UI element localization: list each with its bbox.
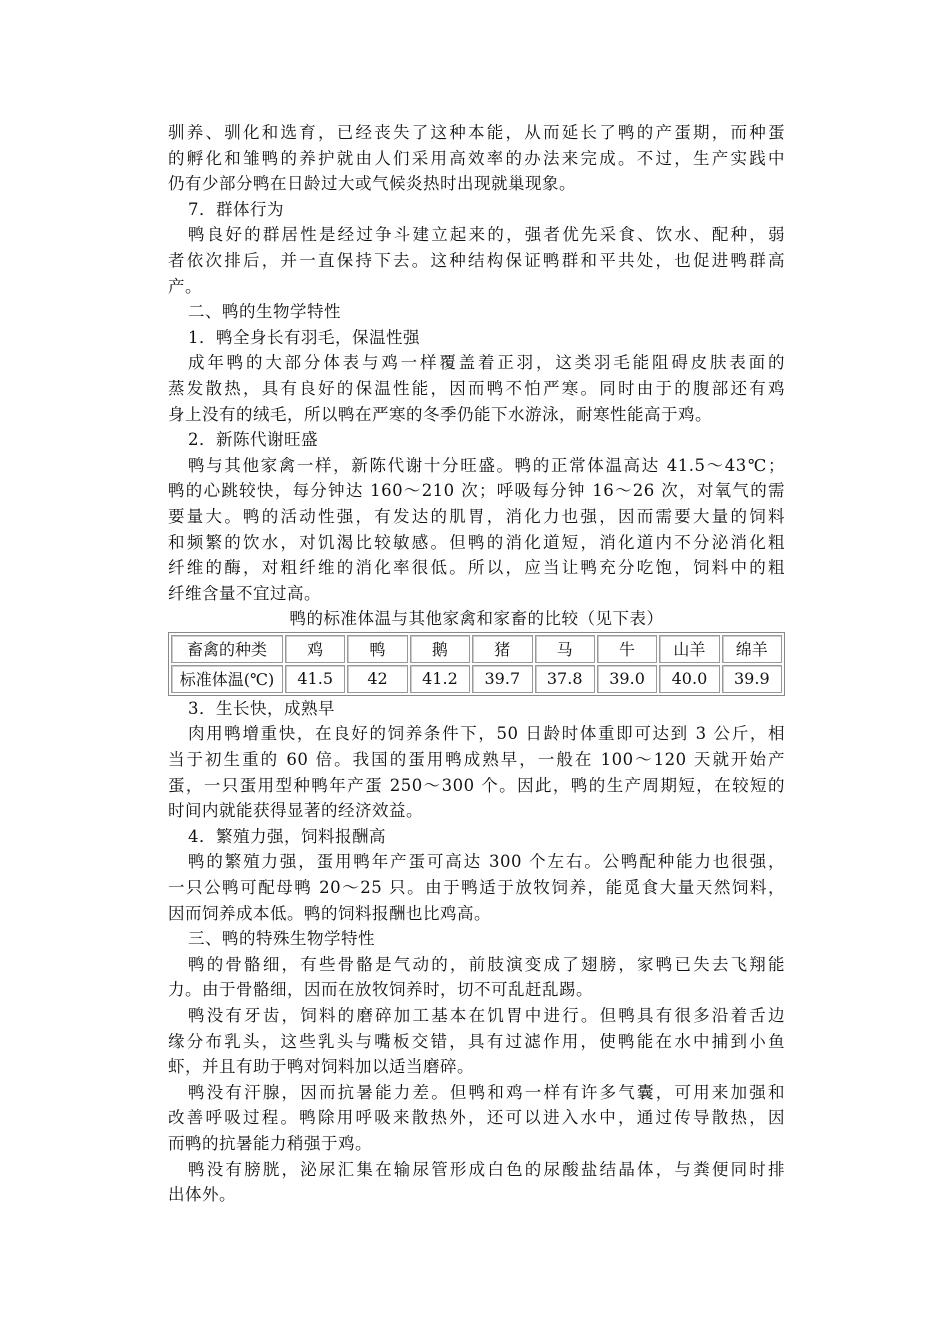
paragraph-line: 因而饲养成本低。鸭的饲料报酬也比鸡高。 [168,903,491,923]
table-cell: 39.9 [722,665,782,693]
table-row [171,665,782,693]
table-cell: 山羊 [659,635,719,663]
heading-feather: 1．鸭全身长有羽毛，保温性强 [188,327,420,347]
table-cell: 39.7 [472,665,532,693]
paragraph-line: 纤维的酶，对粗纤维的消化率很低。所以，应当让鸭充分吃饱，饲料中的粗 [168,558,785,578]
paragraph-line: 时间内就能获得显著的经济效益。 [168,801,423,821]
paragraph-line: 而鸭的抗暑能力稍强于鸡。 [168,1133,372,1153]
table-cell: 猪 [472,635,532,663]
table-cell: 标准体温(℃) [171,665,283,693]
paragraph-line: 出体外。 [168,1185,236,1205]
paragraph-line: 鸭没有汗腺，因而抗暑能力差。但鸭和鸡一样有许多气囊，可用来加强和 [188,1082,785,1102]
section-heading-3: 三、鸭的特殊生物学特性 [188,929,375,949]
table-cell: 鸡 [285,635,345,663]
paragraph-line: 鸭的心跳较快，每分钟达 160～210 次；呼吸每分钟 16～26 次，对氧气的需 [168,481,785,501]
table-cell: 绵羊 [722,635,782,663]
table-cell: 37.8 [535,665,595,693]
paragraph-line: 鸭没有牙齿，饲料的磨碎加工基本在饥胃中进行。但鸭具有很多沿着舌边 [188,1006,785,1025]
paragraph-line: 力。由于骨骼细，因而在放牧饲养时，切不可乱赶乱踢。 [168,980,593,1000]
table-cell: 42 [347,665,407,693]
paragraph-line: 和频繁的饮水，对饥渴比较敏感。但鸭的消化道短，消化道内不分泌消化粗 [168,532,785,552]
paragraph-line: 鸭良好的群居性是经过争斗建立起来的，强者优先采食、饮水、配种，弱 [188,225,785,245]
paragraph-line: 纤维含量不宜过高。 [168,583,321,603]
paragraph-line: 成年鸭的大部分体表与鸡一样覆盖着正羽，这类羽毛能阻碍皮肤表面的 [188,353,785,373]
table-cell: 鹅 [410,635,470,663]
table-cell: 41.5 [285,665,345,693]
paragraph-line: 当于初生重的 60 倍。我国的蛋用鸭成熟早，一般在 100～120 天就开始产 [168,750,785,770]
paragraph-line: 肉用鸭增重快，在良好的饲养条件下，50 日龄时体重即可达到 3 公斤，相 [188,724,785,744]
paragraph-line: 身上没有的绒毛，所以鸭在严寒的冬季仍能下水游泳，耐寒性能高于鸡。 [168,404,712,424]
paragraph-line: 鸭与其他家禽一样，新陈代谢十分旺盛。鸭的正常体温高达 41.5～43℃； [188,455,785,475]
paragraph-line: 驯养、驯化和选育，已经丧失了这种本能，从而延长了鸭的产蛋期，而种蛋 [168,123,785,142]
section-heading-2: 二、鸭的生物学特性 [188,302,341,322]
paragraph-line: 者依次排后，并一直保持下去。这种结构保证鸭群和平共处，也促进鸭群高 [168,250,785,270]
paragraph-line: 虾，并且有助于鸭对饲料加以适当磨碎。 [168,1057,474,1077]
heading-metabolism: 2．新陈代谢旺盛 [188,430,318,450]
paragraph-line: 改善呼吸过程。鸭除用呼吸来散热外，还可以进入水中，通过传导散热，因 [168,1108,785,1128]
table-cell: 40.0 [659,665,719,693]
table-cell: 39.0 [597,665,657,693]
paragraph-line: 鸭的骨骼细，有些骨骼是气动的，前肢演变成了翅膀，家鸭已失去飞翔能 [188,954,785,974]
paragraph-line: 缘分布乳头，这些乳头与嘴板交错，具有过滤作用，使鸭能在水中捕到小鱼 [168,1031,785,1051]
table-cell: 牛 [597,635,657,663]
table-header-row [171,635,782,663]
table-caption: 鸭的标准体温与其他家禽和家畜的比较（见下表） [289,609,664,629]
paragraph-line: 要量大。鸭的活动性强，有发达的肌胃，消化力也强，因而需要大量的饲料 [168,506,785,526]
paragraph-line: 蛋，一只蛋用型种鸭年产蛋 250～300 个。因此，鸭的生产周期短，在较短的 [168,775,785,795]
paragraph-line: 产。 [168,276,202,296]
paragraph-line: 鸭没有膀胱，泌尿汇集在输尿管形成白色的尿酸盐结晶体，与粪便同时排 [188,1159,785,1179]
table-cell: 41.2 [410,665,470,693]
heading-group-behavior: 7．群体行为 [188,199,284,219]
paragraph-line: 鸭的繁殖力强，蛋用鸭年产蛋可高达 300 个左右。公鸭配种能力也很强， [188,852,785,872]
heading-reproduction: 4．繁殖力强，饲料报酬高 [188,826,386,846]
paragraph-line: 的孵化和雏鸭的养护就由人们采用高效率的办法来完成。不过，生产实践中 [168,148,785,168]
table-cell: 马 [535,635,595,663]
table-cell: 鸭 [347,635,407,663]
table-cell: 畜禽的种类 [171,635,283,663]
paragraph-line: 蒸发散热，具有良好的保温性能，因而鸭不怕严寒。同时由于的腹部还有鸡 [168,378,785,398]
heading-growth: 3．生长快，成熟早 [188,698,335,718]
paragraph-line: 仍有少部分鸭在日龄过大或气候炎热时出现就巢现象。 [168,174,576,194]
temperature-table [168,632,785,696]
paragraph-line: 一只公鸭可配母鸭 20～25 只。由于鸭适于放牧饲养，能觅食大量天然饲料， [168,878,785,898]
document-page [168,120,785,1208]
